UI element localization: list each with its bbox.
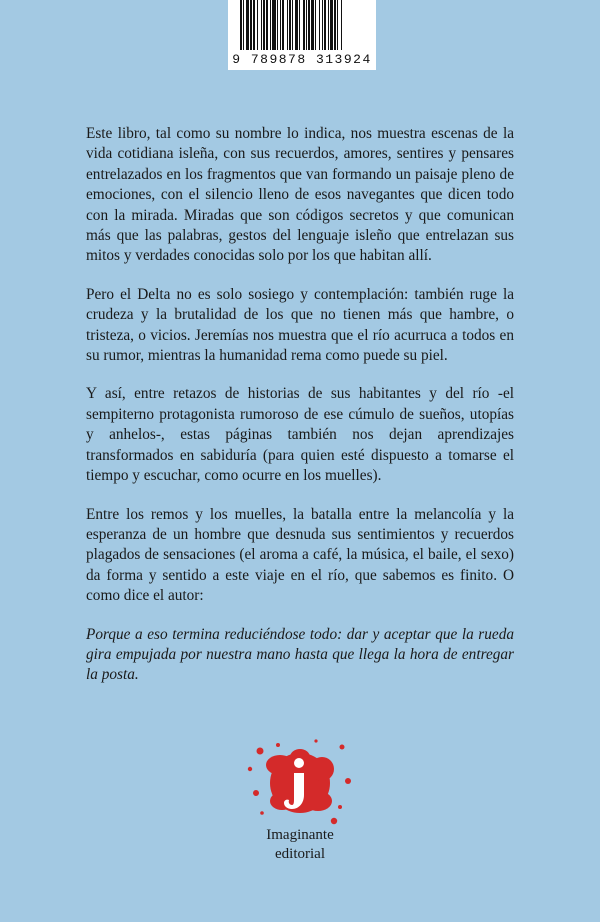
blurb-paragraph-2: Pero el Delta no es solo sosiego y contemplación: también ruge la crudeza y la brutalidad de los que no tienen más que hambre, o tristeza, o vicios. Jeremías nos muestra que el río acurruca a todos en su rumor, mientras la humanidad rema como puede su piel. [86,285,514,365]
publisher-name [200,826,400,864]
publisher-line-2: editorial [275,846,325,862]
blurb-paragraph-4: Entre los remos y los muelles, la batalla entre la melancolía y la esperanza de un hombre que desnuda sus sentimientos y recuerdos plagados de sensaciones (el aroma a café, la música, el baile, el sexo) da forma y sentido a este viaje en el río, que sabemos es finito. O como dice el autor: [86,505,514,605]
barcode [228,0,376,70]
barcode-bar [342,0,343,50]
publisher-line-1: Imaginante [266,827,334,843]
back-cover-blurb [86,124,514,704]
author-quote: Porque a eso termina reduciéndose todo: dar y aceptar que la rueda gira empujada por nuestra mano hasta que llega la hora de entregar la posta. [86,625,514,684]
barcode-bars [240,0,364,50]
blurb-paragraph-3: Y así, entre retazos de historias de sus habitantes y del río -el sempiterno protagonista rumoroso de ese cúmulo de sueños, utopías y anhelos-, estas páginas también nos dejan aprendizajes transformados en sabiduría (para quien esté dispuesto a tomarse el tiempo y escuchar, como ocurre en los muelles). [86,385,514,485]
blurb-paragraph-1: Este libro, tal como su nombre lo indica, nos muestra escenas de la vida cotidiana isleña, con sus recuerdos, amores, sentires y pensares entrelazados en los fragmentos que van formando un paisaje pleno de emociones, con el silencio lleno de esos navegantes que dicen todo con la mirada. Miradas que son códigos secretos y que comunican más que las palabras, gestos del lenguaje isleño que entrelazan sus mitos y verdades conocidas solo por los que habitan allí. [86,125,514,265]
isbn-number: 9 789878 313924 [232,52,372,67]
